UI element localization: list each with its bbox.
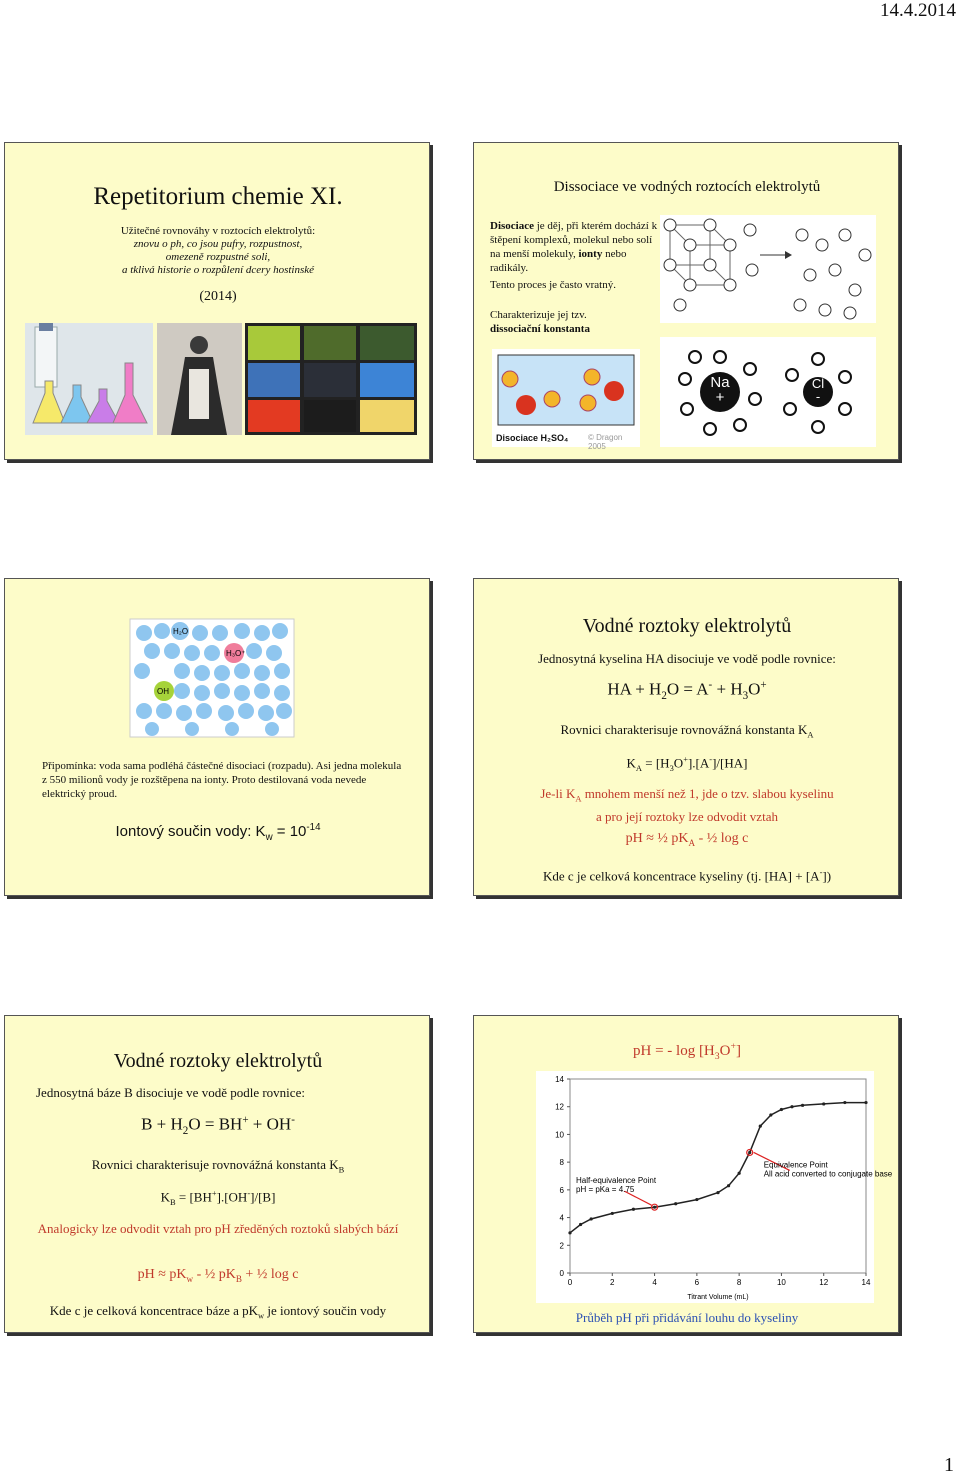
data-point <box>716 1191 719 1194</box>
slide-heading: Dissociace ve vodných roztocích elektrolytů <box>553 179 821 195</box>
ka-formula <box>474 754 900 773</box>
constant-term: dissociační konstanta <box>490 323 590 335</box>
base-analogy-text: Analogicky lze odvodit vztah pro pH zředěných roztoků slabých bází <box>37 1221 399 1236</box>
x-axis-label: Titrant Volume (mL) <box>687 1294 749 1301</box>
date-header: 14.4.2014 <box>880 0 956 21</box>
slide-year: (2014) <box>199 289 237 304</box>
slide-titration-curve <box>473 1015 899 1333</box>
definition-body: je děj, při kterém dochází k štěpení komplexů, molekul nebo solí na menší molekuly, <box>490 220 658 260</box>
weak-part: mnohem menší než 1, jde o tzv. slabou kyselinu <box>581 786 834 801</box>
kw-label: Iontový součin vody: K <box>115 823 266 840</box>
h2o-label: H₂O <box>173 627 189 636</box>
note-part: je iontový součin vody <box>264 1303 387 1318</box>
kw-exponent: -14 <box>306 822 321 833</box>
eq-sup: + <box>760 679 767 691</box>
data-point <box>579 1223 582 1226</box>
ka-sup: + <box>683 754 688 764</box>
slide-title <box>4 142 430 460</box>
y-tick-label: 14 <box>555 1075 564 1084</box>
slide-subtitle-4: a tklivá historie o rozpůlení dcery hostinské <box>121 264 315 276</box>
reversible-text: Tento proces je často vratný. <box>490 279 616 291</box>
ka-part: O <box>673 755 684 771</box>
slide-dissociation <box>473 142 899 460</box>
y-tick-label: 6 <box>559 1185 564 1195</box>
x-tick-label: 0 <box>567 1278 573 1287</box>
titration-chart <box>536 1071 893 1303</box>
slide-heading: Vodné roztoky elektrolytů <box>113 1050 323 1072</box>
kw-subscript: w <box>265 832 273 843</box>
data-point <box>822 1102 825 1105</box>
eq-part: B + H <box>141 1114 183 1134</box>
data-point <box>674 1202 677 1205</box>
slide-subtitle-2: znovu o ph, co jsou pufry, rozpustnost, <box>133 238 303 250</box>
hydration-drawing <box>660 337 876 447</box>
slide-weak-base <box>4 1015 430 1333</box>
ph-part: pH ≈ ½ pK <box>625 831 689 846</box>
eq-part: O = A <box>666 679 709 699</box>
note-sup: - <box>819 867 823 877</box>
data-point <box>653 1206 656 1209</box>
title-part: pH = - log [H <box>632 1043 715 1059</box>
ka-sub: A <box>635 762 643 773</box>
oh-label: OH <box>157 687 169 696</box>
term-ions: ionty <box>578 248 603 260</box>
weak-acid-line2: a pro její roztoky lze odvodit vztah <box>596 808 778 824</box>
weak-part: Je-li K <box>540 786 576 801</box>
eq-part: O <box>748 679 761 699</box>
water-note: Připomínka: voda sama podléhá částečné disociaci (rozpadu). Asi jedna molekula z 550 milionů vody je rozštěpena na ionty. Proto destilovaná voda nevede elektrický proud. <box>42 760 402 800</box>
y-tick-label: 0 <box>559 1269 564 1278</box>
beaker-caption: Disociace H₂SO₄ <box>496 433 569 443</box>
constant-intro: Charakterizuje jej tzv. <box>490 309 587 321</box>
lattice-diagram <box>660 215 876 323</box>
data-point <box>738 1172 741 1175</box>
title-sup: + <box>730 1041 736 1052</box>
x-tick-label: 2 <box>610 1278 615 1287</box>
definition-text <box>490 219 660 275</box>
ka-part: K <box>626 755 636 771</box>
eq-part: + H <box>712 679 743 699</box>
ka-part: ]/[HA] <box>712 755 748 771</box>
eq-part: + OH <box>248 1114 292 1134</box>
eq-part: O = BH <box>188 1114 243 1134</box>
chloride-ion-label <box>803 377 833 403</box>
data-point <box>769 1113 772 1116</box>
water-molecules-figure <box>130 619 294 737</box>
beaker-copyright: © Dragon 2005 <box>588 433 623 451</box>
sodium-ion-label <box>700 375 740 405</box>
acid-ph-formula <box>474 831 900 848</box>
half-equivalence-title: Half-equivalence Point <box>576 1175 657 1185</box>
kb-part: ]/[B] <box>250 1189 276 1205</box>
const-label: Rovnici charakterisuje rovnovážná konstanta K <box>91 1157 339 1172</box>
equivalence-text: All acid converted to conjugate base <box>763 1169 893 1179</box>
slide-heading: Vodné roztoky elektrolytů <box>582 615 792 637</box>
weak-acid-line1 <box>474 785 900 808</box>
y-tick-label: 12 <box>555 1102 564 1112</box>
data-point <box>748 1151 751 1154</box>
kb-part: ].[OH <box>216 1189 248 1205</box>
kb-part: = [BH <box>175 1189 212 1205</box>
ph-part: + ½ log c <box>241 1267 299 1282</box>
y-tick-label: 8 <box>559 1158 564 1168</box>
kb-sup: + <box>211 1188 217 1198</box>
acid-constant-text <box>474 722 900 740</box>
ka-sub: 3 <box>669 762 674 773</box>
kw-formula <box>5 822 431 843</box>
title-part: O <box>719 1043 731 1059</box>
x-tick-label: 4 <box>652 1278 657 1287</box>
data-point <box>759 1125 762 1128</box>
equivalence-title: Equivalence Point <box>763 1160 828 1170</box>
slide-subtitle-1: Užitečné rovnováhy v roztocích elektrolytů: <box>120 225 316 237</box>
const-sub: A <box>807 729 814 740</box>
kb-formula <box>5 1188 431 1207</box>
eq-sup: - <box>708 679 713 691</box>
beaker-drawing <box>492 349 640 433</box>
data-point <box>590 1217 593 1220</box>
sodium-symbol: Na <box>710 374 730 391</box>
x-tick-label: 10 <box>776 1278 786 1287</box>
slide-weak-acid <box>473 578 899 896</box>
base-equation <box>5 1114 431 1137</box>
note-part: Kde c je celková koncentrace kyseliny (tj. [HA] + [A <box>542 868 820 884</box>
chloride-charge: - <box>815 389 821 404</box>
y-tick-label: 4 <box>559 1213 564 1223</box>
kb-sub: B <box>169 1196 176 1207</box>
eq-sup: - <box>291 1114 295 1126</box>
title-sub: 3 <box>714 1051 720 1062</box>
flasks-photo <box>25 323 153 435</box>
const-sub: B <box>338 1164 345 1175</box>
base-ph-formula <box>5 1267 431 1284</box>
ph-part: pH ≈ pK <box>137 1267 187 1282</box>
note-part: Kde c je celková koncentrace báze a pK <box>49 1303 259 1318</box>
data-point <box>780 1108 783 1111</box>
eq-sup: + <box>242 1114 249 1126</box>
note-part: ]) <box>822 868 832 884</box>
data-point <box>864 1101 867 1104</box>
const-label: Rovnici charakterisuje rovnovážná konstanta K <box>560 722 808 737</box>
slide-heading <box>474 1041 900 1062</box>
title-part: ] <box>736 1043 741 1059</box>
portrait-photo <box>157 323 242 435</box>
data-point <box>727 1184 730 1187</box>
acid-equation <box>474 679 900 702</box>
eq-sub: 3 <box>742 690 749 703</box>
base-intro: Jednosytná báze B disociuje ve vodě podle rovnice: <box>36 1085 305 1100</box>
pigments-photo <box>245 323 417 435</box>
x-tick-label: 6 <box>694 1278 700 1287</box>
ph-sub: B <box>235 1273 242 1284</box>
term-dissociation: Disociace <box>490 220 534 232</box>
eq-sub: 2 <box>182 1125 189 1138</box>
data-point <box>611 1212 614 1215</box>
note-sub: w <box>258 1310 265 1321</box>
eq-part: HA + H <box>607 679 662 699</box>
ph-part: - ½ pK <box>193 1267 236 1282</box>
sodium-charge: + <box>715 389 725 406</box>
page-number: 1 <box>944 1454 954 1476</box>
definition-end: nebo radikály. <box>490 248 627 274</box>
data-point <box>790 1105 793 1108</box>
chart-caption: Průběh pH při přidávání louhu do kyseliny <box>575 1310 799 1325</box>
base-constant-text <box>5 1157 431 1175</box>
eq-sub: 2 <box>661 690 667 703</box>
weak-acid-condition <box>474 785 900 825</box>
h3o-label: H₃O⁺ <box>226 649 246 658</box>
nacl-hydration-figure <box>660 337 876 447</box>
ka-part: = [H <box>642 755 670 771</box>
y-tick-label: 10 <box>555 1130 564 1140</box>
y-tick-label: 2 <box>559 1241 564 1251</box>
ph-sub: w <box>186 1273 194 1284</box>
ka-part: ].[A <box>687 755 710 771</box>
ph-sub: A <box>688 837 696 848</box>
h2so4-beaker-figure <box>492 349 640 451</box>
acid-concentration-note <box>474 867 900 884</box>
base-concentration-note <box>5 1303 431 1321</box>
data-point <box>632 1208 635 1211</box>
slide-water-ionization <box>4 578 430 896</box>
ph-part: - ½ log c <box>695 831 749 846</box>
half-equivalence-text: pH = pKa = 4.75 <box>576 1184 635 1194</box>
data-point <box>695 1198 698 1201</box>
x-tick-label: 8 <box>736 1278 742 1287</box>
acid-intro: Jednosytná kyselina HA disociuje ve vodě podle rovnice: <box>538 651 836 666</box>
slide-title-heading: Repetitorium chemie XI. <box>93 183 343 210</box>
ka-sup: - <box>709 754 713 764</box>
weak-sub: A <box>575 793 582 804</box>
chloride-symbol: Cl <box>811 376 825 391</box>
kb-sup: - <box>247 1188 251 1198</box>
x-tick-label: 12 <box>819 1278 829 1287</box>
data-point <box>568 1231 571 1234</box>
x-tick-label: 14 <box>861 1278 871 1287</box>
kw-value: = 10 <box>272 823 307 840</box>
data-point <box>801 1104 804 1107</box>
data-point <box>843 1101 846 1104</box>
kb-part: K <box>160 1189 170 1205</box>
slide-subtitle-3: omezeně rozpustné soli, <box>165 251 271 263</box>
